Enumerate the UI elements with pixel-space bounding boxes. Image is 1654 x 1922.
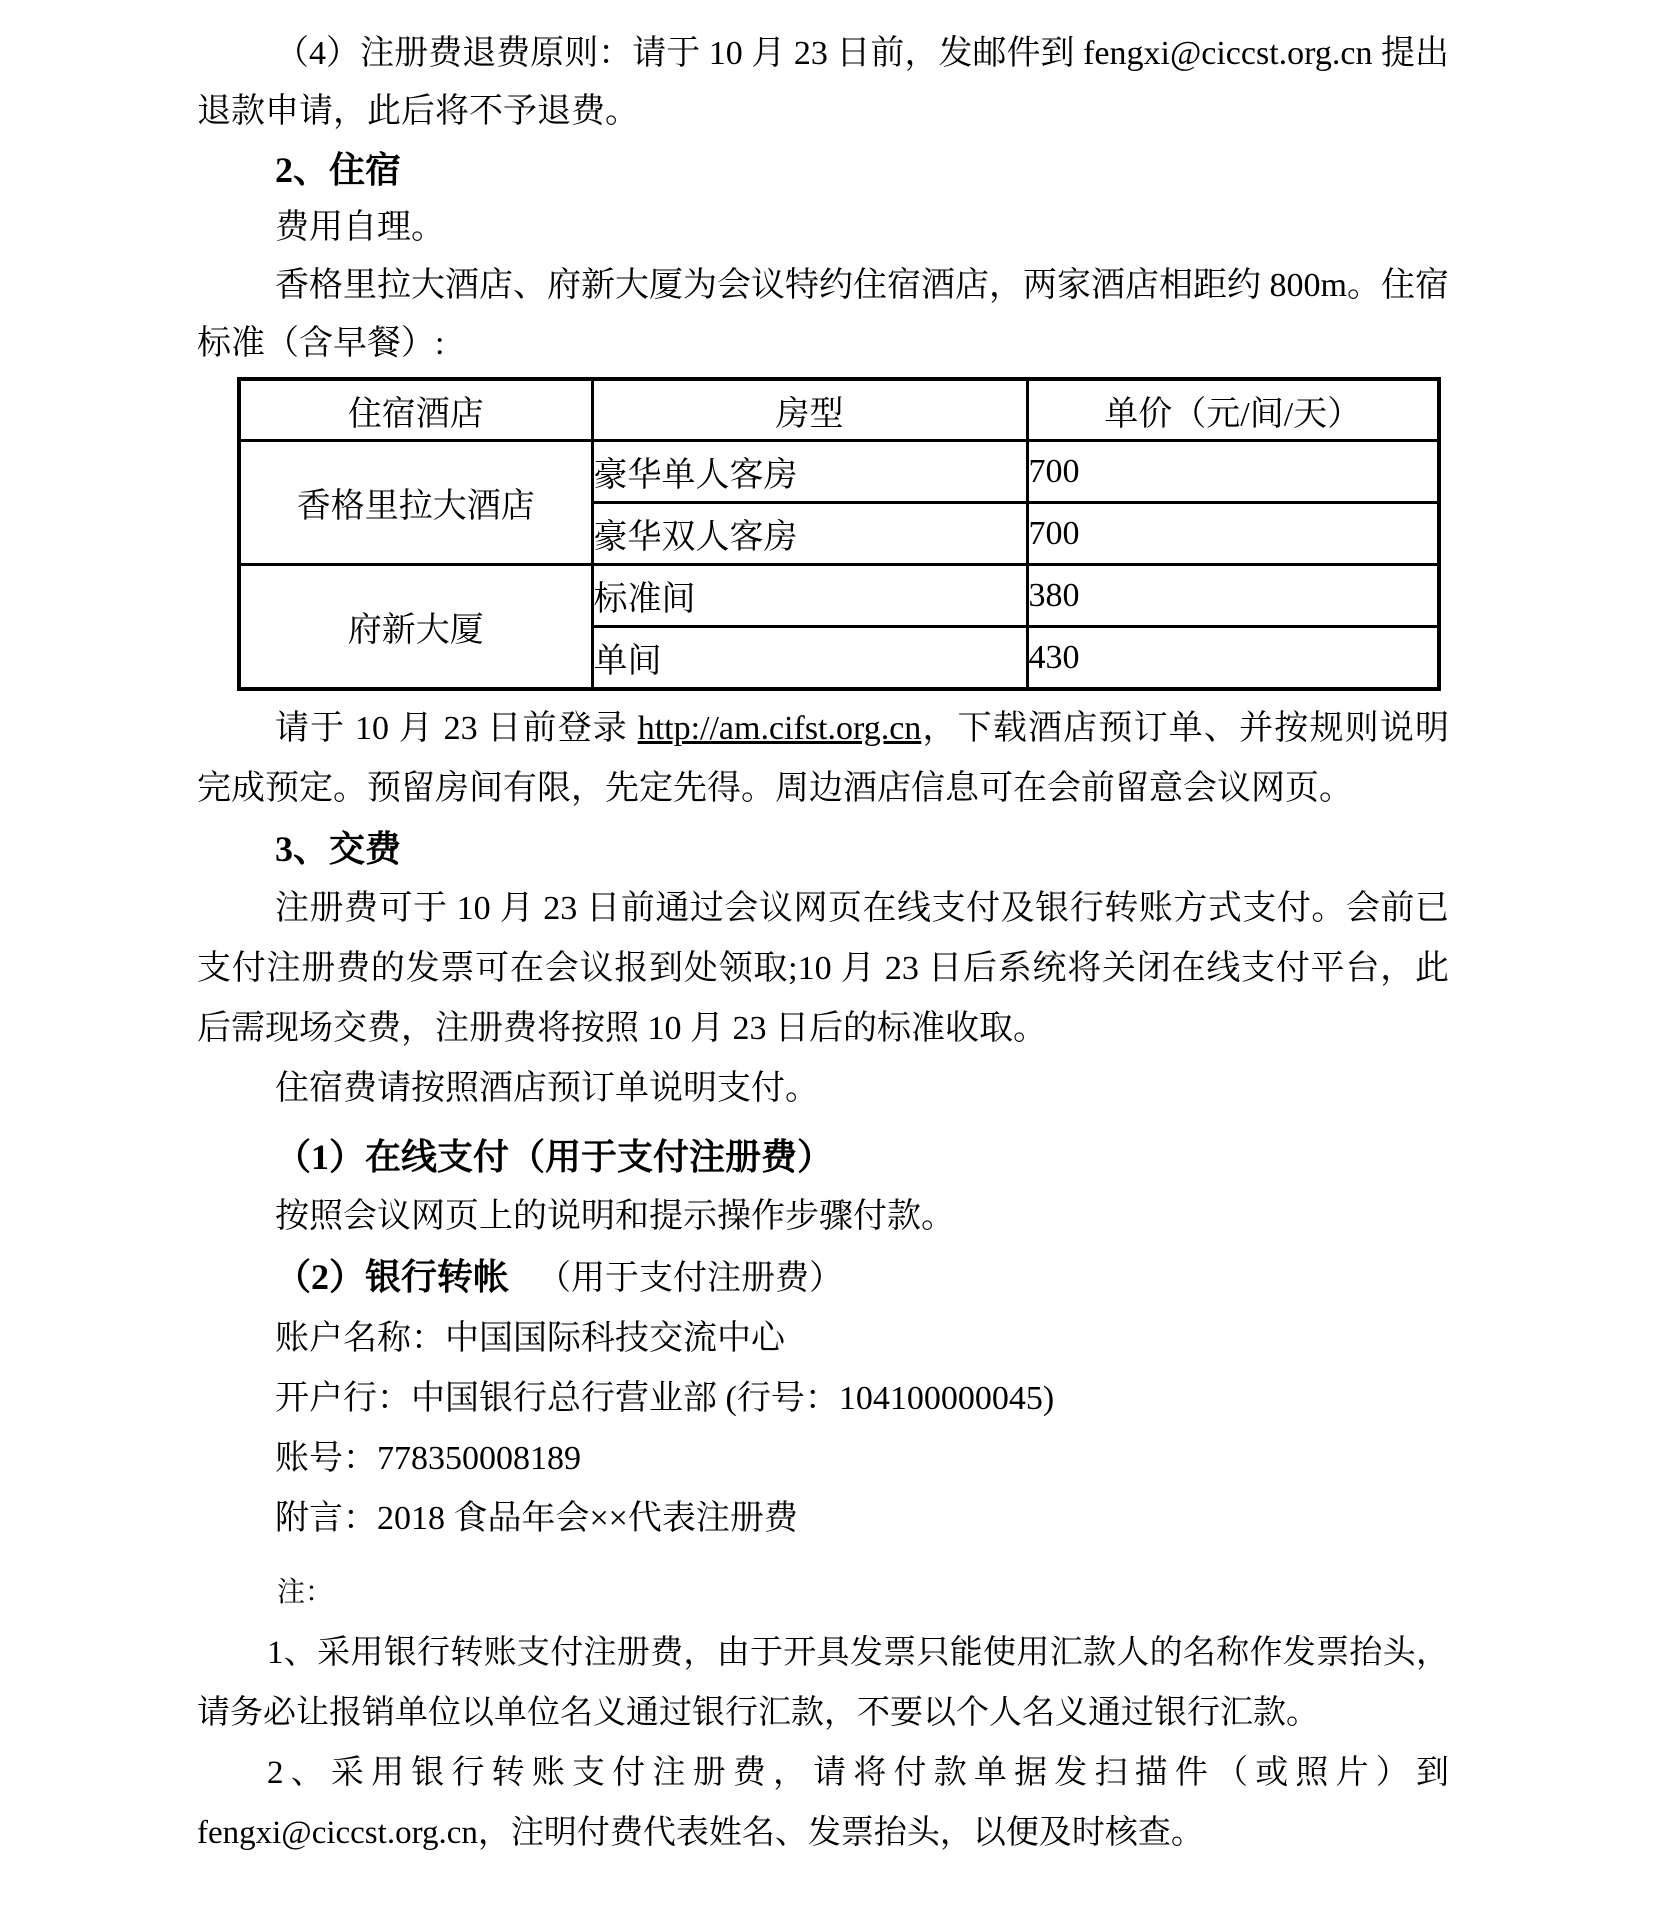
online-payment-desc-paragraph: 按照会议网页上的说明和提示操作步骤付款。: [275, 1198, 955, 1235]
hotel-rates-table: [237, 377, 1441, 691]
subheading-bank-transfer: [197, 1247, 1449, 1309]
section-heading-payment: 3、交费: [275, 829, 402, 869]
room-type-cell: 豪华双人客房: [592, 503, 1027, 565]
table-row: [239, 565, 1439, 627]
note-1-paragraph: 1、采用银行转账支付注册费，由于开具发票只能使用汇款人的名称作发票抬头，请务必让报销单位以单位名义通过银行汇款，不要以个人名义通过银行汇款。: [197, 1635, 1449, 1731]
note-2-text-post: ，注明付费代表姓名、发票抬头，以便及时核查。: [477, 1815, 1204, 1851]
price-cell: 700: [1027, 441, 1439, 503]
table-header-row: [239, 379, 1439, 441]
note-2-email: fengxi@ciccst.org.cn: [197, 1815, 478, 1851]
room-type-cell: 单间: [592, 627, 1027, 690]
booking-instructions-paragraph: [197, 699, 1449, 819]
hotel-name-cell: 香格里拉大酒店: [239, 441, 592, 565]
room-type-cell: 标准间: [592, 565, 1027, 627]
self-pay-paragraph: 费用自理。: [275, 209, 445, 246]
subheading-online-payment: （1）在线支付（用于支付注册费）: [275, 1137, 834, 1177]
bank-transfer-title: （2）银行转帐: [275, 1257, 510, 1297]
remark-line: 附言：2018 食品年会××代表注册费: [275, 1500, 798, 1537]
refund-policy-paragraph: （4）注册费退费原则：请于 10 月 23 日前，发邮件到 fengxi@ciccst.org.cn 提出退款申请，此后将不予退费。: [197, 35, 1449, 130]
price-cell: 430: [1027, 627, 1439, 690]
payment-info-paragraph: 注册费可于 10 月 23 日前通过会议网页在线支付及银行转账方式支付。会前已支付注册费的发票可在会议报到处领取;10 月 23 日后系统将关闭在线支付平台，此后需现场交费，注册费将按照 10 月 23 日后的标准收取。: [197, 890, 1449, 1047]
booking-url-link[interactable]: http://am.cifst.org.cn: [637, 710, 922, 747]
column-header-price: 单价（元/间/天）: [1027, 379, 1439, 441]
hotel-name-cell: 府新大厦: [239, 565, 592, 690]
table-row: [239, 441, 1439, 503]
price-cell: 700: [1027, 503, 1439, 565]
notes-label: 注：: [277, 1577, 334, 1608]
column-header-room-type: 房型: [592, 379, 1027, 441]
note-2-text-pre: 2、采用银行转账支付注册费，请将付款单据发扫描件（或照片）到: [267, 1755, 1449, 1791]
account-number-line: 账号：778350008189: [275, 1440, 581, 1477]
booking-text-post: ，下载酒店预订单、并按规则说明完成预定。预留房间有限，先定先得。周边酒店信息可在会前留意会议网页。: [197, 710, 1450, 807]
price-cell: 380: [1027, 565, 1439, 627]
section-heading-lodging: 2、住宿: [275, 150, 402, 190]
account-name-line: 账户名称：中国国际科技交流中心: [275, 1320, 785, 1357]
note-2-paragraph: [197, 1743, 1449, 1863]
hotels-intro-paragraph: 香格里拉大酒店、府新大厦为会议特约住宿酒店，两家酒店相距约 800m。住宿标准（含早餐）:: [197, 267, 1449, 362]
bank-transfer-subtitle: （用于支付注册费）: [537, 1260, 844, 1297]
room-type-cell: 豪华单人客房: [592, 441, 1027, 503]
lodging-payment-paragraph: 住宿费请按照酒店预订单说明支付。: [275, 1070, 819, 1107]
column-header-hotel: 住宿酒店: [239, 379, 592, 441]
booking-text-pre: 请于 10 月 23 日前登录: [275, 710, 638, 747]
bank-branch-line: 开户行：中国银行总行营业部 (行号：104100000045): [275, 1380, 1055, 1417]
